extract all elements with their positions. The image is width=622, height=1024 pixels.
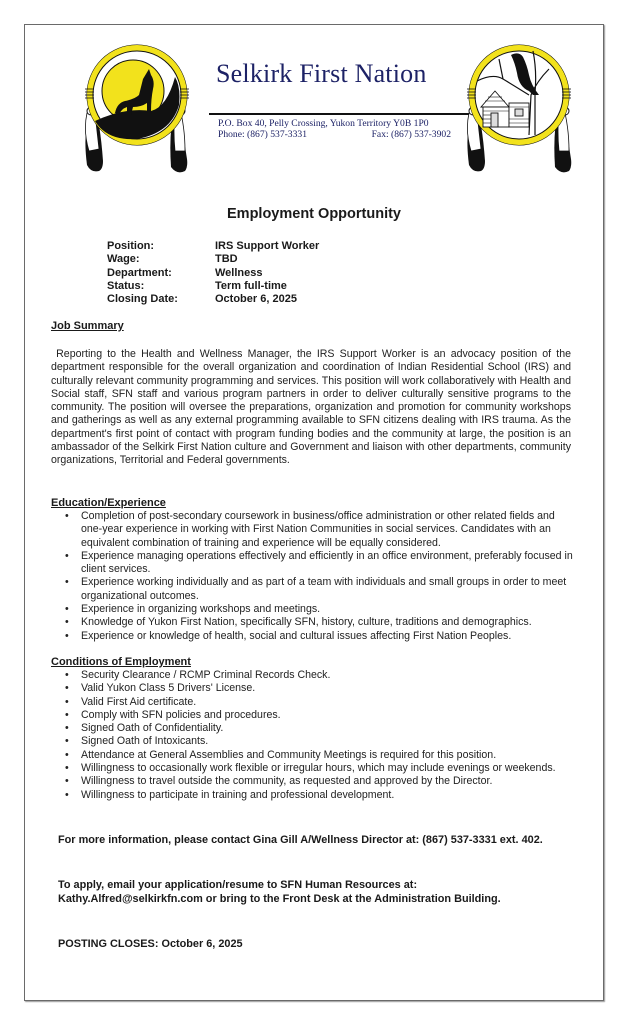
org-phone: Phone: (867) 537-3331 — [218, 129, 307, 140]
list-item: • Experience in organizing workshops and meetings. — [51, 603, 573, 616]
info-value: October 6, 2025 — [215, 293, 297, 306]
list-item: • Completion of post-secondary coursework in business/office administration or other related fields and one-year experience in working with First Nation Communities in social services. Candidates with an equivalent combination of training and experience will be equally considered. — [51, 510, 573, 550]
wolf-moon-dreamcatcher-icon — [81, 37, 196, 187]
info-row-department — [107, 267, 319, 280]
conditions-list — [51, 669, 573, 802]
info-row-position — [107, 240, 319, 253]
list-item: • Comply with SFN policies and procedures. — [51, 709, 573, 722]
education-heading: Education/Experience — [51, 497, 166, 509]
info-label: Closing Date: — [107, 293, 178, 306]
org-name: Selkirk First Nation — [216, 59, 427, 88]
apply-email-link[interactable]: Kathy.Alfred@selkirkfn.com — [58, 893, 203, 905]
letterhead-rule — [209, 113, 474, 115]
apply-instructions — [58, 878, 558, 906]
info-value: TBD — [215, 253, 238, 266]
list-item: • Experience managing operations effectively and efficiently in an office environment, preferably focused in client services. — [51, 550, 573, 577]
letterhead — [61, 33, 601, 203]
info-label: Department: — [107, 266, 172, 279]
org-address-block — [218, 118, 451, 140]
list-item: • Willingness to participate in training and professional development. — [51, 789, 573, 802]
list-item: • Attendance at General Assemblies and Community Meetings is required for this position. — [51, 749, 573, 762]
apply-line-2: or bring to the Front Desk at the Administration Building. — [202, 893, 501, 905]
org-address: P.O. Box 40, Pelly Crossing, Yukon Territory Y0B 1P0 — [218, 118, 429, 129]
list-item: • Willingness to occasionally work flexible or irregular hours, which may include evenings or weekends. — [51, 762, 573, 775]
list-item: • Experience working individually and as part of a team with individuals and small groups in order to meet organizational outcomes. — [51, 576, 573, 603]
list-item: • Security Clearance / RCMP Criminal Records Check. — [51, 669, 573, 682]
list-item: • Experience or knowledge of health, social and cultural issues affecting First Nation Peoples. — [51, 630, 573, 643]
raven-cabin-dreamcatcher-icon — [459, 37, 579, 187]
info-row-status — [107, 280, 319, 293]
posting-closes: POSTING CLOSES: October 6, 2025 — [58, 938, 243, 950]
list-item: • Valid First Aid certificate. — [51, 696, 573, 709]
org-fax: Fax: (867) 537-3902 — [371, 129, 451, 140]
list-item: • Signed Oath of Intoxicants. — [51, 735, 573, 748]
more-info-text: For more information, please contact Gina Gill A/Wellness Director at: (867) 537-3331 ext. 402. — [58, 834, 543, 846]
job-summary-text: Reporting to the Health and Wellness Manager, the IRS Support Worker is an advocacy position of the department responsible for the overall organization and coordination of Indian Residential School (IRS) and culturally relevant community programming and services. This position will work collaboratively with Health and Social staff, SFN staff and various program partners in order to deliver culturally sensitive programs to the community. The position will oversee the preparations, organization and promotion for community workshops and gatherings as well as any external programming available to SFN citizens dealing with IRS trauma. As the department's first point of contact with program funding bodies and the community at large, the position is an ambassador of the Selkirk First Nation culture and Government and liaison with other departments, community organizations, Territorial and Federal governments. — [51, 348, 574, 467]
list-item: • Willingness to travel outside the community, as requested and approved by the Director. — [51, 775, 573, 788]
info-value: IRS Support Worker — [215, 240, 320, 252]
info-value: Term full-time — [215, 279, 287, 292]
apply-line-1: To apply, email your application/resume to SFN Human Resources at: — [58, 879, 418, 891]
education-list — [51, 510, 573, 643]
conditions-heading: Conditions of Employment — [51, 656, 191, 668]
page-title: Employment Opportunity — [227, 206, 401, 222]
info-row-wage — [107, 253, 319, 266]
info-label: Position: — [107, 240, 155, 252]
list-item: • Knowledge of Yukon First Nation, specifically SFN, history, culture, traditions and demographics. — [51, 616, 573, 629]
info-label: Wage: — [107, 253, 140, 266]
info-value: Wellness — [215, 266, 263, 279]
info-row-closing-date — [107, 293, 319, 306]
info-label: Status: — [107, 279, 145, 292]
list-item: • Valid Yukon Class 5 Drivers' License. — [51, 682, 573, 695]
document-page — [24, 24, 604, 1001]
job-summary-heading: Job Summary — [51, 320, 124, 332]
position-info-table — [107, 240, 319, 306]
list-item: • Signed Oath of Confidentiality. — [51, 722, 573, 735]
